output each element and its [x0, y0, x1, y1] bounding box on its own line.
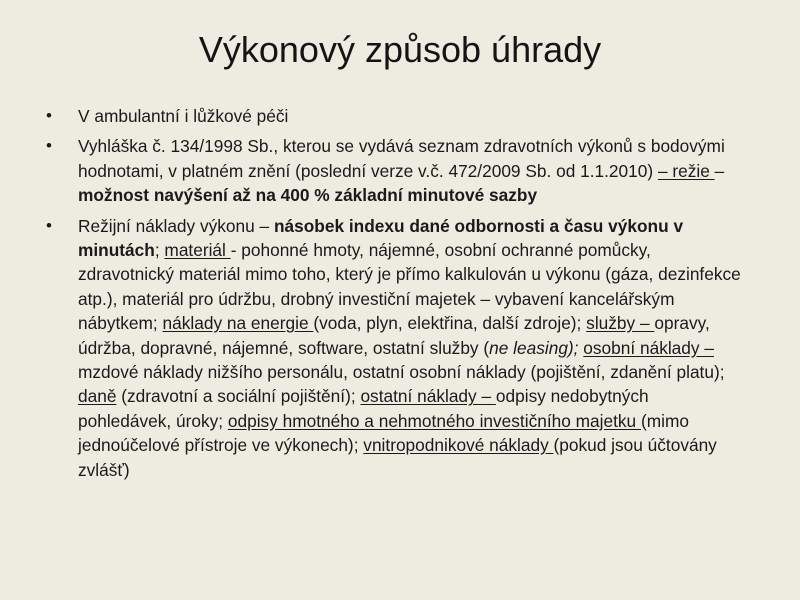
bullet-text-segment: služby –	[586, 313, 655, 334]
bullet-item	[46, 104, 746, 128]
bullet-text-segment: - pohonné hmoty, nájemné, osobní ochranné pomůcky, zdravotnický materiál mimo toho, který je přímo kalkulován u výkonu (gáza, dezinfekce atp.), materiál pro údržbu, drobný investiční majetek – vybavení kancelářským nábytkem;	[78, 240, 741, 334]
bullet-text-segment: materiál	[164, 240, 231, 261]
bullet-text-segment: Režijní náklady výkonu –	[78, 215, 274, 236]
bullet-text-segment: odpisy nedobytných pohledávek, úroky;	[78, 386, 649, 431]
bullet-text-segment: daně	[78, 386, 117, 407]
bullet-text-segment: Vyhláška č. 134/1998 Sb., kterou se vydává seznam zdravotních výkonů s bodovými hodnotami, v platném znění (poslední verze v.č. 472/2009 Sb. od 1.1.2010)	[78, 136, 725, 181]
bullet-text-segment: opravy, údržba, dopravné, nájemné, software, ostatní služby (	[78, 313, 710, 358]
bullet-text-segment: (mimo jednoúčelové přístroje ve výkonech);	[78, 410, 689, 456]
bullet-text-segment: náklady na energie	[162, 313, 314, 334]
bullet-dot-icon: •	[46, 215, 52, 235]
bullet-text-segment: možnost navýšení až na 400 % základní minutové sazby	[78, 185, 538, 206]
bullet-text-segment: osobní náklady –	[583, 337, 714, 358]
bullet-text-segment: ne leasing);	[489, 337, 579, 358]
bullet-text-segment: –	[714, 160, 725, 181]
bullet-text-segment: V ambulantní i lůžkové péči	[78, 106, 289, 126]
bullet-text-segment: – režie	[657, 160, 715, 181]
bullet-text-segment: násobek indexu dané odbornosti a času výkonu v minutách	[78, 215, 684, 261]
bullet-dot-icon: •	[46, 106, 52, 125]
bullet-item	[46, 134, 746, 207]
bullet-text-segment: (voda, plyn, elektřina, další zdroje);	[313, 313, 587, 334]
slide-title: Výkonový způsob úhrady	[198, 29, 602, 70]
bullet-list	[46, 104, 746, 488]
bullet-dot-icon: •	[46, 136, 52, 156]
bullet-text-segment: ostatní náklady –	[360, 386, 496, 407]
bullet-text-segment: vnitropodnikové náklady	[363, 435, 554, 456]
bullet-text-segment: (zdravotní a sociální pojištění);	[116, 386, 361, 407]
bullet-text-segment: odpisy hmotného a nehmotného investičního majetku	[227, 410, 641, 431]
bullet-text-segment: ;	[154, 240, 165, 261]
bullet-text-segment: (pokud jsou účtovány zvlášť)	[78, 435, 717, 480]
bullet-text-segment: mzdové náklady nižšího personálu, ostatní osobní náklady (pojištění, zdanění platu);	[78, 362, 725, 383]
bullet-item	[46, 214, 746, 482]
